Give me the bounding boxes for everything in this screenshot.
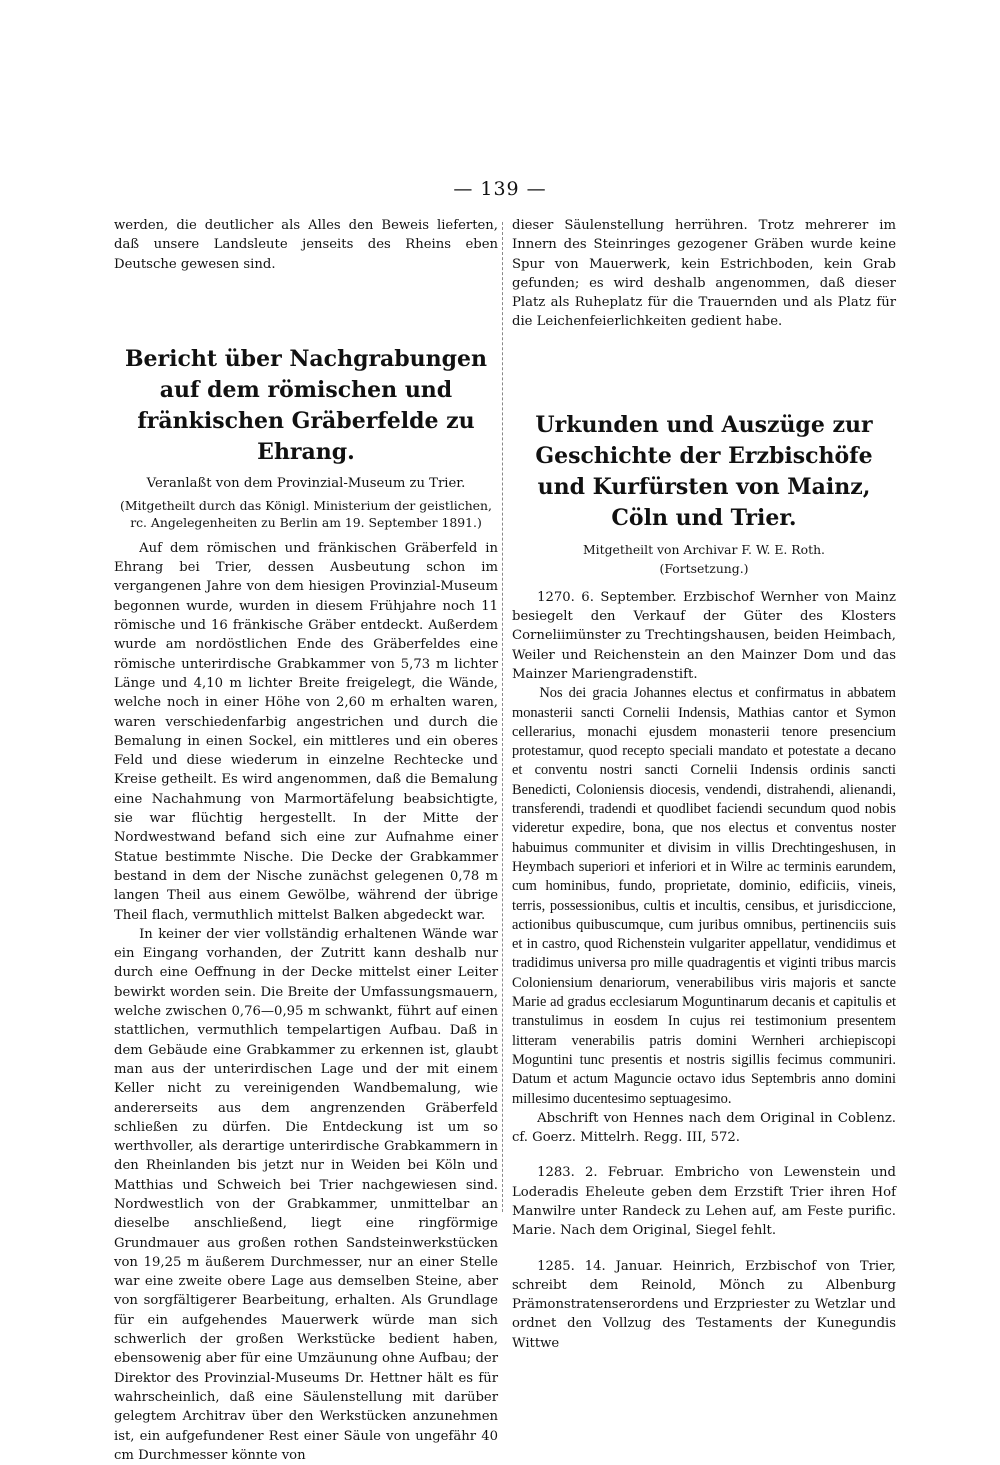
document-1270-source: Abschrift von Hennes nach dem Original in Coblenz. cf. Goerz. Mittelrh. Regg. III, 572. bbox=[512, 1110, 896, 1146]
page-number: — 139 — bbox=[453, 178, 547, 200]
documents-byline: Mitgetheilt von Archivar F. W. E. Roth. bbox=[582, 541, 825, 557]
report-source-note: (Mitgetheilt durch das Königl. Ministerium der geistlichen, rc. Angelegenheiten zu Berlin am 19. September 1891.) bbox=[120, 497, 492, 530]
left-continuation-paragraph: werden, die deutlicher als Alles den Beweis lieferten, daß unsere Landsleute jenseits des Rheins eben Deutsche gewesen sind. bbox=[114, 218, 498, 272]
document-1285-entry: 1285. 14. Januar. Heinrich, Erzbischof von Trier, schreibt dem Reinold, Mönch zu Albenburg Prämonstratenserordens und Erzpriester zu Wetzlar und ordnet den Vollzug des Testaments der Kunegundis Wittwe bbox=[512, 1258, 896, 1351]
document-1270-latin-text: Nos dei gracia Johannes electus et confirmatus in abbatem monasterii sancti Cornelii Indensis, Mathias cantor et Symon cellerarius, monachi ejusdem monasterii tenore presencium protestamur, quod recepto speciali mandato et potestate a decano et conventu nostri sancti Cornelii Indensis ordinis sancti Benedicti, Coloniensis diocesis, vendendi, distrahendi, alienandi, transferendi, tradendi et quodlibet faciendi secundum quod nobis videretur expedire, bona, que nos electus et conventus noster habuimus communiter et divisim in villis Drechtingeshusen, in Heymbach superiori et inferiori et in Wilre ac terminis earundem, cum hominibus, fundo, proprietate, dominio, edificiis, vineis, terris, possessionibus, cultis et incultis, censibus, et jurisdiccione, actionibus quibuscumque, cum juribus omnibus, pertinenciis suis et in castro, quod Richenstein vulgariter appellatur, vendidimus et tradidimus universa pro mille quadragentis et viginti tribus marcis Coloniensium denariorum, venerabilibus viris majoris et sancte Marie ad gradus ecclesiarum Moguntinarum decanis et capitulis et transtulimus in eosdem In cujus rei testimonium presentem litteram venerabilis patris domini Wernheri archiepiscopi Moguntini tunc presentis et nostris sigillis fecimus communiri. Datum et actum Maguncie octavo idus Septembris anno domini millesimo ducentesimo septuagesimo. bbox=[512, 685, 896, 1107]
right-column bbox=[512, 216, 896, 1353]
left-column bbox=[114, 216, 498, 1465]
report-paragraph-1: Auf dem römischen und fränkischen Gräberfeld in Ehrang bei Trier, dessen Ausbeutung schon im vergangenen Jahre von dem hiesigen Provinzial-Museum begonnen wurde, wurden in diesem Frühjahre noch 11 römische und 16 fränkische Gräber entdeckt. Außerdem wurde am nordöstlichen Ende des Gräberfeldes eine römische unterirdische Grabkammer von 5,73 m lichter Länge und 4,10 m lichter Breite freigelegt, die Wände, welche noch in einer Höhe von 2,60 m erhalten waren, waren verschiedenfarbig angestrichen und durch die Bemalung in einen Sockel, ein mittleres und ein oberes Feld und diese wiederum in einzelne Rechtecke und Kreise getheilt. Es wird angenommen, daß die Bemalung eine Nachahmung von Marmortäfelung beabsichtigte, sie war flüchtig hergestellt. In der Mitte der Nordwestwand befand sich eine zur Aufnahme einer Statue bestimmte Nische. Die Decke der Grabkammer bestand in dem der Nische zunächst gelegenen 0,78 m langen Theil aus einem Gewölbe, während der übrige Theil flach, vermuthlich mittelst Balken abgedeckt war. bbox=[114, 540, 498, 923]
continuation-note: (Fortsetzung.) bbox=[659, 560, 749, 576]
column-divider bbox=[502, 222, 503, 1212]
right-continuation-paragraph: dieser Säulenstellung herrühren. Trotz mehrerer im Innern des Steinringes gezogener Gräben wurde keine Spur von Mauerwerk, kein Estrichboden, kein Grab gefunden; es wird deshalb angenommen, daß dieser Platz als Ruheplatz für die Trauernden und als Platz für die Leichenfeierlichkeiten gedient habe. bbox=[512, 218, 896, 330]
report-heading: Bericht über Nachgrabungen auf dem römischen und fränkischen Gräberfelde zu Ehrang. bbox=[124, 345, 488, 465]
report-occasion: Veranlaßt von dem Provinzial-Museum zu Trier. bbox=[146, 475, 466, 491]
documents-heading: Urkunden und Auszüge zur Geschichte der Erzbischöfe und Kurfürsten von Mainz, Cöln und Trier. bbox=[535, 411, 873, 531]
document-1270-summary: 1270. 6. September. Erzbischof Wernher von Mainz besiegelt den Verkauf der Güter des Klosters Corneliimünster zu Trechtingshausen, beiden Heimbach, Weiler und Reichenstein an den Mainzer Dom und das Mainzer Mariengradenstift. bbox=[512, 589, 896, 682]
report-paragraph-2: In keiner der vier vollständig erhaltenen Wände war ein Eingang vorhanden, der Zutritt kann deshalb nur durch eine Oeffnung in der Decke mittelst einer Leiter bewirkt worden sein. Die Breite der Umfassungsmauern, welche zwischen 0,76—0,95 m schwankt, führt auf einen stattlichen, vermuthlich tempelartigen Aufbau. Daß in dem Gebäude eine Grabkammer zu erkennen ist, glaubt man aus der unterirdischen Lage und der mit einem Keller nicht zu vereinigenden Wandbemalung, wie andererseits aus dem angrenzenden Gräberfeld schließen zu dürfen. Die Entdeckung ist um so werthvoller, als derartige unterirdische Grabkammern in den Rheinlanden bis jetzt nur in Weiden bei Köln und Matthias und Schweich bei Trier nachgewiesen sind. Nordwestlich von der Grabkammer, unmittelbar an dieselbe anschließend, liegt eine ringförmige Grundmauer aus großen rothen Sandsteinwerkstücken von 19,25 m äußerem Durchmesser, nur an einer Stelle war eine zweite obere Lage aus demselben Steine, aber von sorgfältigerer Bearbeitung, erhalten. Als Grundlage für ein aufgehendes Mauerwerk würde man sich schwerlich der großen Werkstücke bedient haben, ebensowenig aber für eine Umzäunung ohne Aufbau; der Direktor des Provinzial-Museums Dr. Hettner hält es für wahrscheinlich, daß eine Säulenstellung mit darüber gelegtem Architrav über den Werkstücken anzunehmen ist, ein aufgefundener Rest einer Säule von ungefähr 40 cm Durchmesser könnte von bbox=[114, 926, 498, 1463]
document-1283-entry: 1283. 2. Februar. Embricho von Lewenstein und Loderadis Eheleute geben dem Erzstift Trier ihren Hof Manwilre unter Randeck zu Lehen auf, am Feste purific. Marie. Nach dem Original, Siegel fehlt. bbox=[512, 1165, 896, 1239]
